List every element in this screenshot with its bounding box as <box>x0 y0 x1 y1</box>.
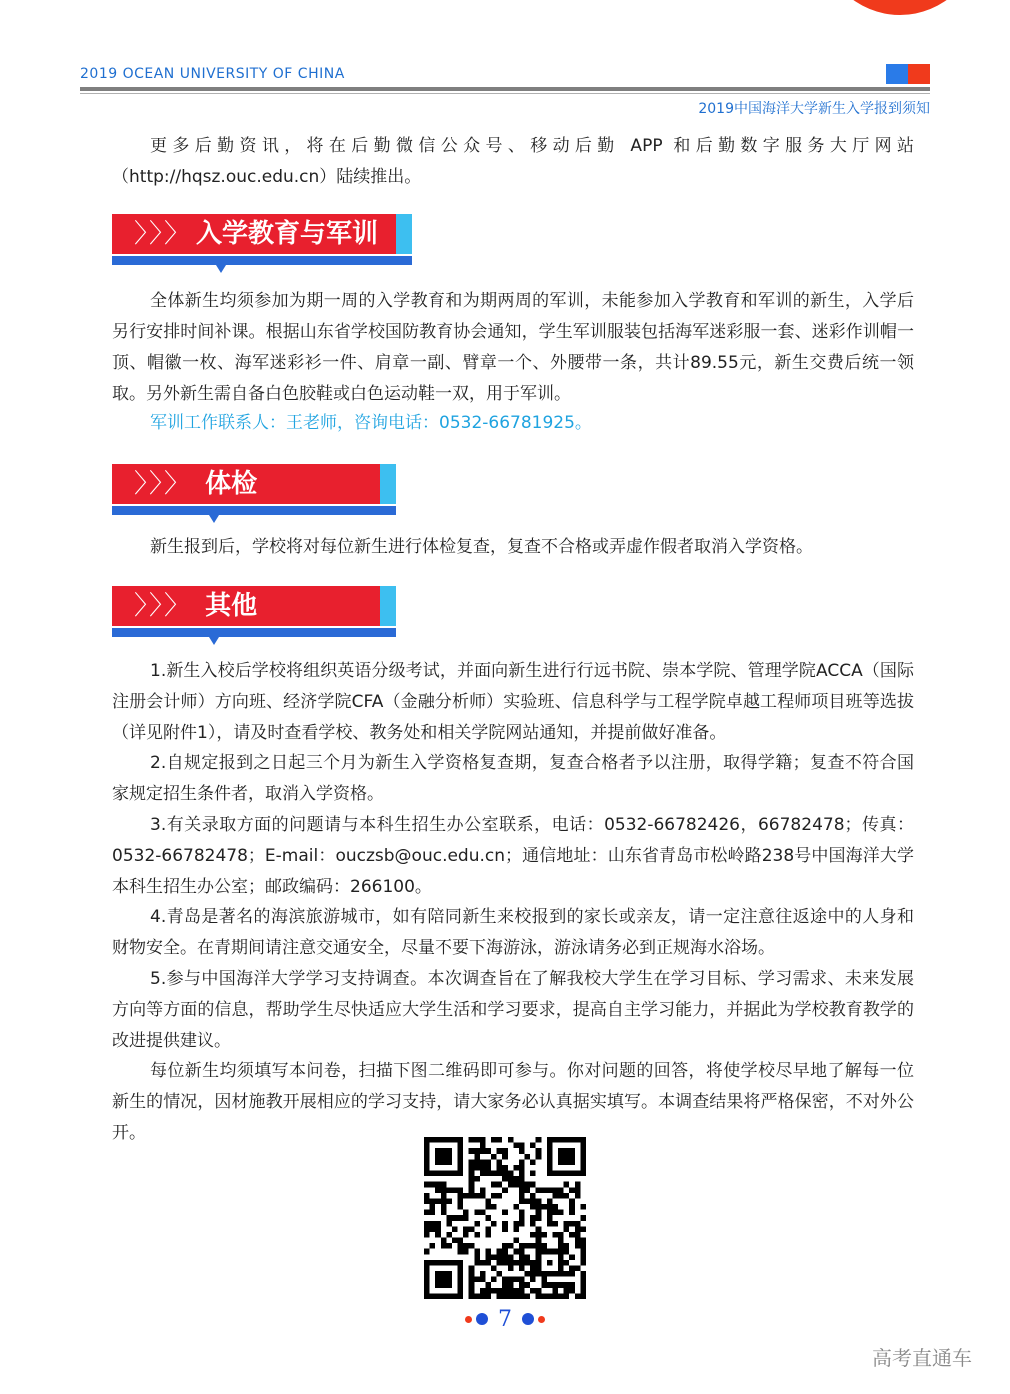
header-rule-thin <box>80 93 930 94</box>
banner-title-block <box>112 464 380 504</box>
banner-underbar <box>112 628 396 637</box>
qr-code-icon[interactable] <box>424 1137 586 1299</box>
banner-pointer-icon <box>216 265 226 273</box>
other-item-4: 4.青岛是著名的海滨旅游城市，如有陪同新生来校报到的家长或亲友，请一定注意往返途中的人身和财物安全。在青期间请注意交通安全，尽量不要下海游泳，游泳请务必到正规海水浴场。 <box>112 907 914 958</box>
page-number <box>455 1304 555 1334</box>
intro-paragraph: 更多后勤资讯，将在后勤微信公众号、移动后勤 APP 和后勤数字服务大厅网站（http://hqsz.ouc.edu.cn）陆续推出。 <box>112 136 914 187</box>
banner-pointer-icon <box>209 637 219 645</box>
other-item-3: 3.有关录取方面的问题请与本科生招生办公室联系，电话：0532-66782426，66782478；传真：0532-66782478；E-mail：ouczsb@ouc.edu.cn；通信地址：山东省青岛市松岭路238号中国海洋大学本科生招生办公室；邮政编码：266100。 <box>112 815 914 897</box>
header-left-text: 2019 OCEAN UNIVERSITY OF CHINA <box>80 66 345 82</box>
pager-dot-icon <box>476 1313 488 1325</box>
header-right-text: 2019中国海洋大学新生入学报到须知 <box>698 101 930 117</box>
pager-dot-icon <box>522 1313 534 1325</box>
chevrons-icon: 〉〉〉 <box>134 469 193 499</box>
header-rule <box>80 87 930 91</box>
military-paragraph: 全体新生均须参加为期一周的入学教育和为期两周的军训，未能参加入学教育和军训的新生，入学后另行安排时间补课。根据山东省学校国防教育协会通知，学生军训服装包括海军迷彩服一套、迷彩作训帽一顶、帽徽一枚、海军迷彩衫一件、肩章一副、臂章一个、外腰带一条，共计89.55元，新生交费后统一领取。另外新生需自备白色胶鞋或白色运动鞋一双，用于军训。 <box>112 291 914 404</box>
section-title: 体检 <box>205 469 258 499</box>
chevrons-icon: 〉〉〉 <box>134 591 193 621</box>
physical-paragraph: 新生报到后，学校将对每位新生进行体检复查，复查不合格或弄虚作假者取消入学资格。 <box>150 537 813 557</box>
banner-title-block <box>112 214 396 254</box>
banner-accent <box>380 464 396 504</box>
military-contact: 军训工作联系人：王老师，咨询电话：0532-66781925。 <box>150 413 592 433</box>
other-item-5: 5.参与中国海洋大学学习支持调查。本次调查旨在了解我校大学生在学习目标、学习需求、未来发展方向等方面的信息，帮助学生尽快适应大学生活和学习要求，提高自主学习能力，并据此为学校教育教学的改进提供建议。 <box>112 969 914 1051</box>
other-item-2: 2.自规定报到之日起三个月为新生入学资格复查期，复查合格者予以注册，取得学籍；复查不符合国家规定招生条件者，取消入学资格。 <box>112 753 914 804</box>
watermark: 高考直通车 <box>872 1346 972 1370</box>
banner-underbar <box>112 256 412 265</box>
survey-paragraph: 每位新生均须填写本问卷，扫描下图二维码即可参与。你对问题的回答，将使学校尽早地了解每一位新生的情况，因材施教开展相应的学习支持，请大家务必认真据实填写。本调查结果将严格保密，不对外公开。 <box>112 1061 914 1143</box>
header-red-block <box>908 64 930 84</box>
banner-pointer-icon <box>209 515 219 523</box>
banner-title-block <box>112 586 380 626</box>
header-blue-block <box>886 64 908 84</box>
other-item-1: 1.新生入校后学校将组织英语分级考试，并面向新生进行行远书院、崇本学院、管理学院ACCA（国际注册会计师）方向班、经济学院CFA（金融分析师）实验班、信息科学与工程学院卓越工程师项目班等选拔（详见附件1），请及时查看学校、教务处和相关学院网站通知，并提前做好准备。 <box>112 661 914 743</box>
section-title: 入学教育与军训 <box>196 219 379 249</box>
section-title: 其他 <box>205 591 258 621</box>
header-color-blocks <box>886 64 930 84</box>
pager-dot-icon <box>538 1316 545 1323</box>
corner-decoration <box>820 0 980 15</box>
chevrons-icon: 〉〉〉 <box>134 219 193 249</box>
page-number-text: 7 <box>498 1306 512 1332</box>
pager-dot-icon <box>465 1316 472 1323</box>
banner-accent <box>380 586 396 626</box>
banner-accent <box>396 214 412 254</box>
banner-underbar <box>112 506 396 515</box>
